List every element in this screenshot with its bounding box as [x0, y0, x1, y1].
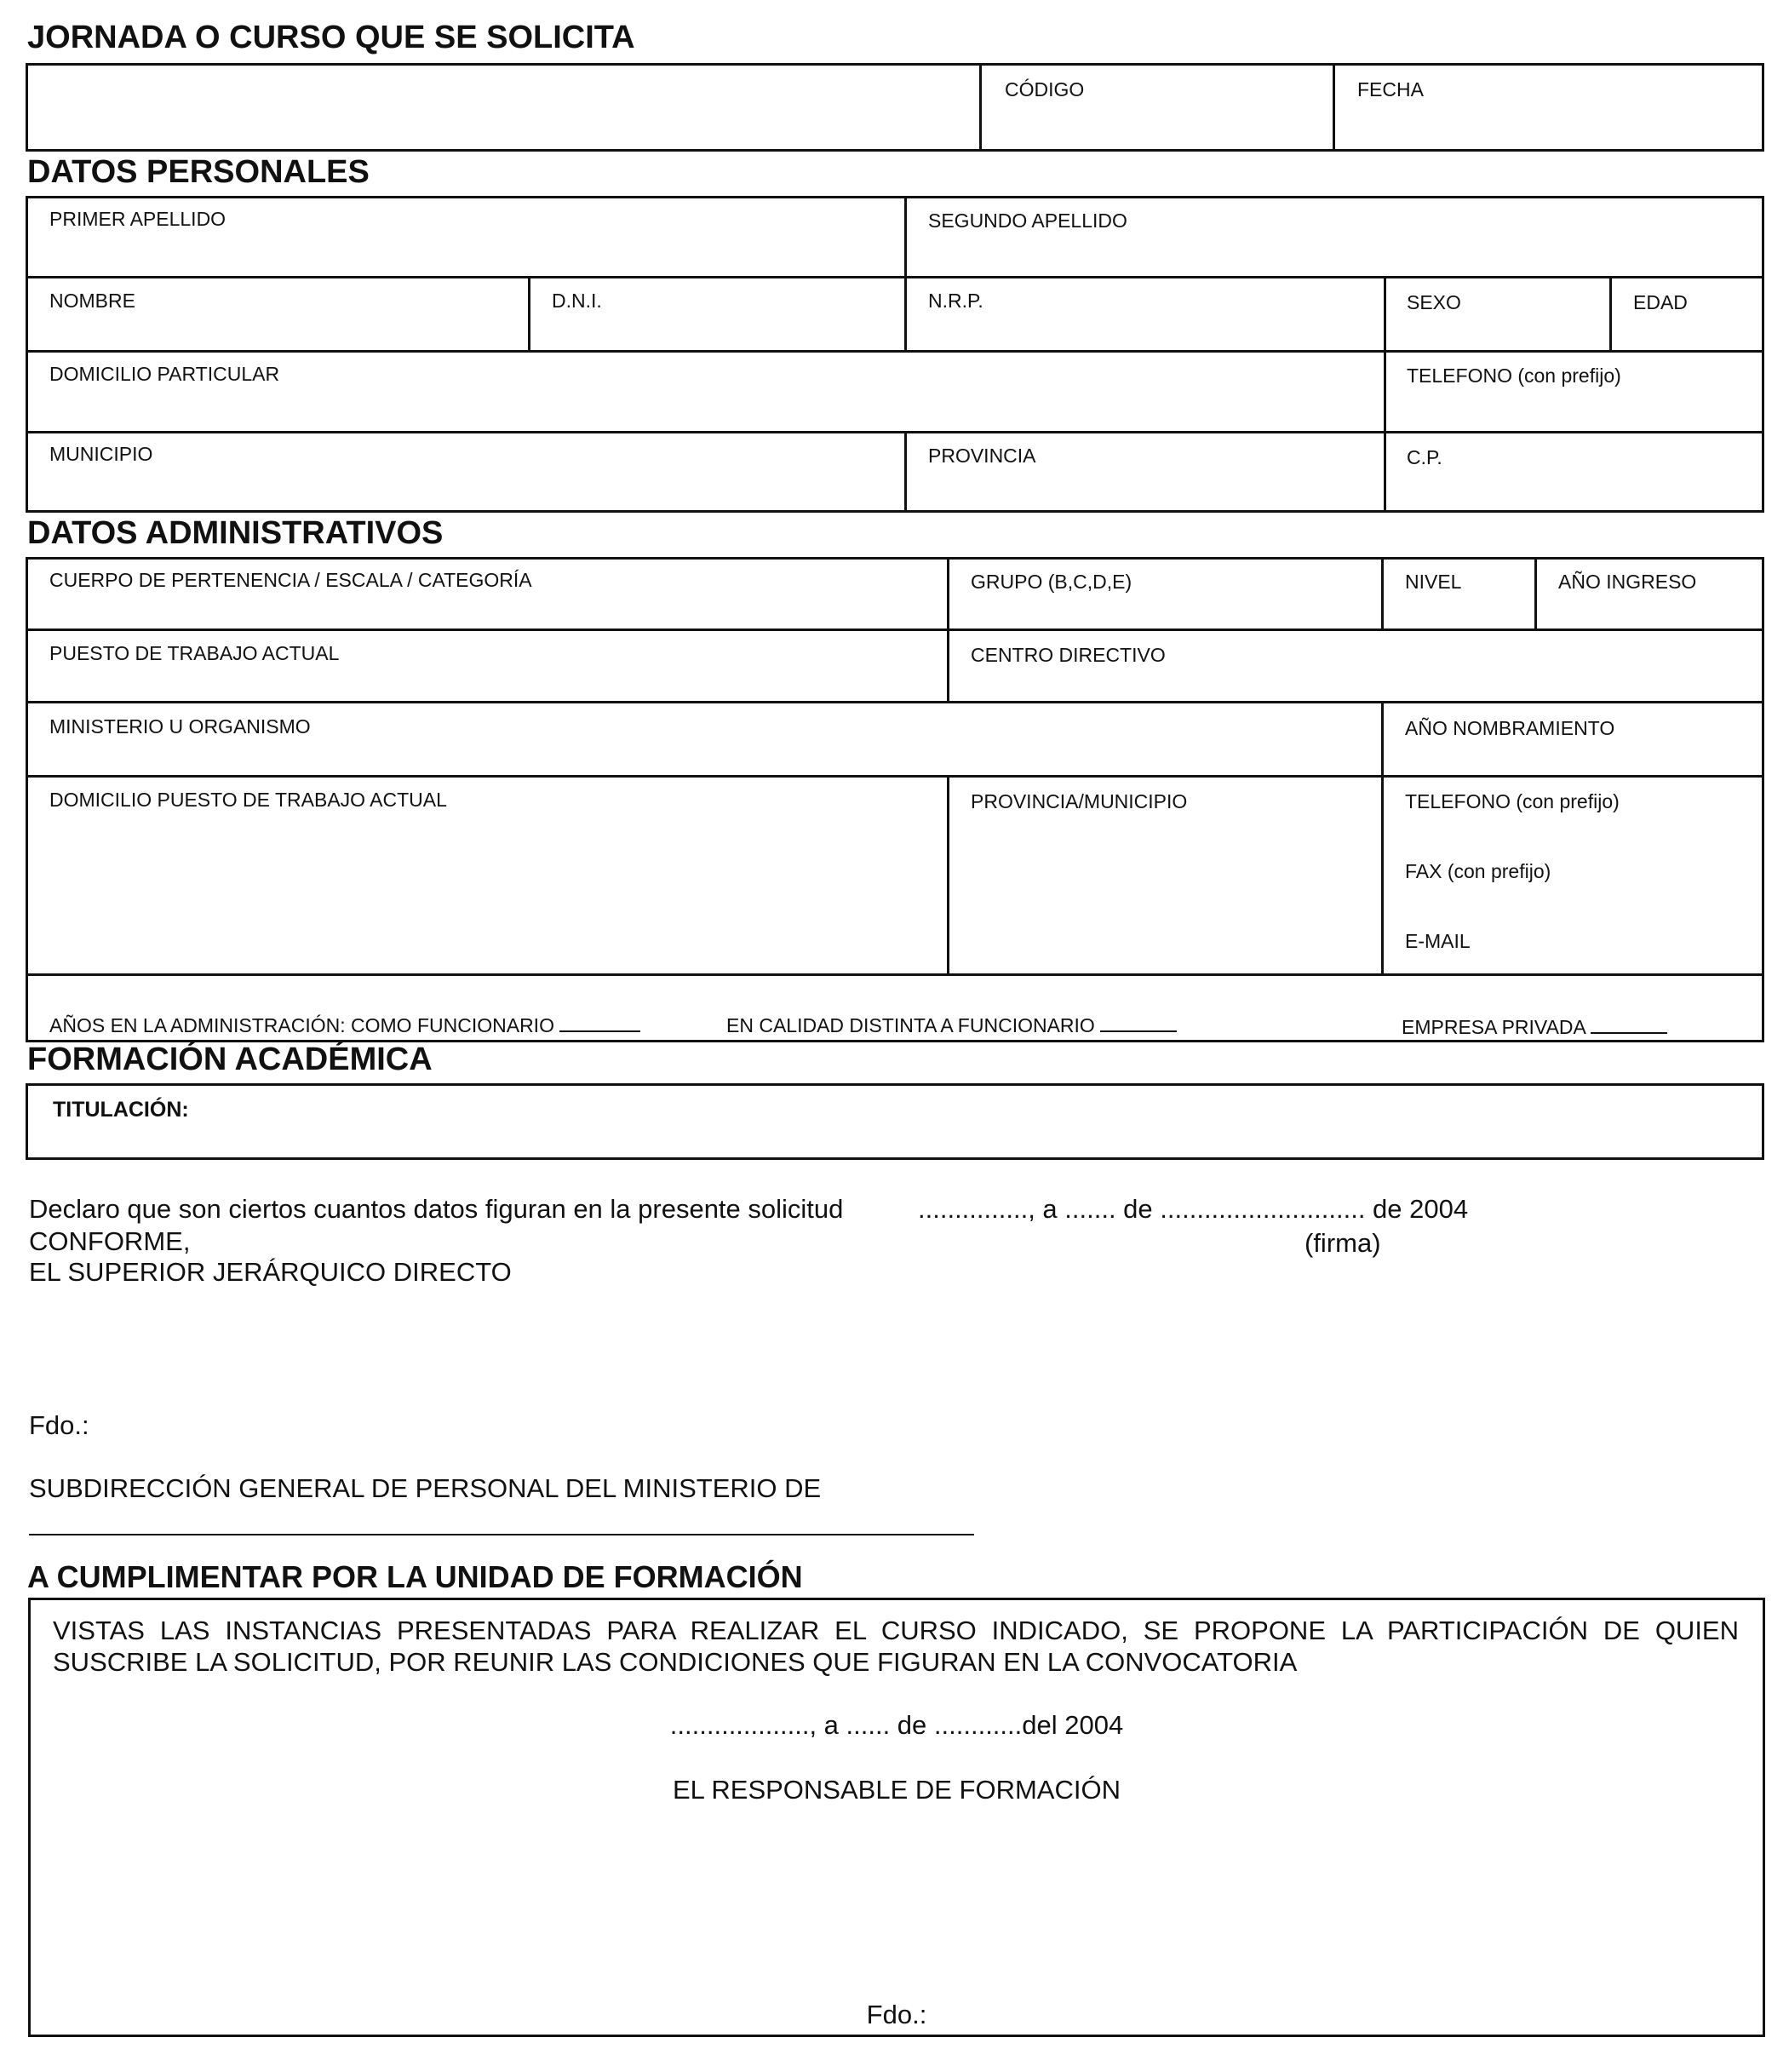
calidad-distinta-label: EN CALIDAD DISTINTA A FUNCIONARIO [726, 1014, 1095, 1036]
section-title-personales: DATOS PERSONALES [27, 154, 370, 190]
telefono-trabajo-label: TELEFONO (con prefijo) [1405, 790, 1620, 812]
section-title-unidad: A CUMPLIMENTAR POR LA UNIDAD DE FORMACIÓN [27, 1559, 803, 1594]
subdireccion-text: SUBDIRECCIÓN GENERAL DE PERSONAL DEL MINISTERIO DE [29, 1473, 822, 1503]
codigo-label: CÓDIGO [1005, 78, 1085, 100]
section-title-academica: FORMACIÓN ACADÉMICA [27, 1042, 433, 1077]
anos-funcionario-line[interactable] [559, 1013, 640, 1032]
nombre-label: NOMBRE [49, 290, 135, 312]
section-title-administrativos: DATOS ADMINISTRATIVOS [27, 515, 444, 551]
segundo-apellido-label: SEGUNDO APELLIDO [928, 209, 1127, 232]
section-title-jornada: JORNADA O CURSO QUE SE SOLICITA [27, 20, 635, 55]
unidad-fdo-label: Fdo.: [866, 2000, 927, 2029]
unidad-text: VISTAS LAS INSTANCIAS PRESENTADAS PARA REALIZAR EL CURSO INDICADO, SE PROPONE LA PARTICIPACIÓN DE QUIEN SUSCRIBE LA SOLICITUD, POR REUNIR LAS CONDICIONES QUE FIGURAN EN LA CONVOCATORIA [53, 1616, 1739, 1677]
empresa-privada-label: EMPRESA PRIVADA [1402, 1016, 1585, 1038]
academica-box [26, 1083, 1764, 1160]
fdo-label: Fdo.: [29, 1410, 89, 1440]
fecha-field[interactable] [1335, 66, 1761, 149]
superior-text: EL SUPERIOR JERÁRQUICO DIRECTO [29, 1257, 512, 1287]
cp-label: C.P. [1407, 446, 1442, 468]
edad-label: EDAD [1633, 291, 1688, 313]
domicilio-puesto-label: DOMICILIO PUESTO DE TRABAJO ACTUAL [49, 789, 447, 811]
ano-ingreso-label: AÑO INGRESO [1558, 571, 1697, 593]
nivel-label: NIVEL [1405, 571, 1462, 593]
municipio-label: MUNICIPIO [49, 443, 153, 465]
empresa-privada-row [1402, 1015, 1667, 1038]
personales-box [26, 196, 1764, 513]
responsable-label: EL RESPONSABLE DE FORMACIÓN [673, 1775, 1121, 1805]
calidad-distinta-row [726, 1013, 1177, 1036]
conforme-text: CONFORME, [29, 1226, 191, 1256]
subdireccion-line [29, 1534, 974, 1535]
domicilio-label: DOMICILIO PARTICULAR [49, 363, 280, 385]
calidad-distinta-line[interactable] [1100, 1013, 1177, 1032]
anos-funcionario-label: AÑOS EN LA ADMINISTRACIÓN: COMO FUNCIONARIO [49, 1014, 554, 1036]
centro-label: CENTRO DIRECTIVO [971, 644, 1166, 666]
nrp-label: N.R.P. [928, 290, 983, 312]
titulacion-label: TITULACIÓN: [53, 1098, 189, 1122]
cuerpo-label: CUERPO DE PERTENENCIA / ESCALA / CATEGORÍA [49, 569, 532, 591]
sexo-label: SEXO [1407, 291, 1461, 313]
dni-label: D.N.I. [552, 290, 602, 312]
ministerio-label: MINISTERIO U ORGANISMO [49, 715, 311, 738]
declaracion-fecha: ..............., a ....... de ............................ de 2004 [918, 1194, 1469, 1224]
email-label: E-MAIL [1405, 930, 1471, 952]
fecha-label: FECHA [1357, 78, 1424, 100]
grupo-label: GRUPO (B,C,D,E) [971, 571, 1132, 593]
anos-admin-row [49, 1013, 640, 1036]
fax-label: FAX (con prefijo) [1405, 860, 1551, 882]
curso-field[interactable] [28, 66, 978, 149]
firma-label: (firma) [1304, 1228, 1381, 1258]
ano-nombramiento-label: AÑO NOMBRAMIENTO [1405, 717, 1615, 739]
empresa-privada-line[interactable] [1591, 1015, 1667, 1034]
telefono-label: TELEFONO (con prefijo) [1407, 364, 1621, 387]
primer-apellido-label: PRIMER APELLIDO [49, 208, 226, 230]
puesto-label: PUESTO DE TRABAJO ACTUAL [49, 642, 340, 664]
provincia-municipio-label: PROVINCIA/MUNICIPIO [971, 790, 1188, 812]
unidad-fecha: ..................., a ...... de ............del 2004 [669, 1710, 1124, 1740]
declaracion-text: Declaro que son ciertos cuantos datos figuran en la presente solicitud [29, 1194, 844, 1224]
provincia-label: PROVINCIA [928, 445, 1036, 467]
codigo-field[interactable] [982, 66, 1331, 149]
